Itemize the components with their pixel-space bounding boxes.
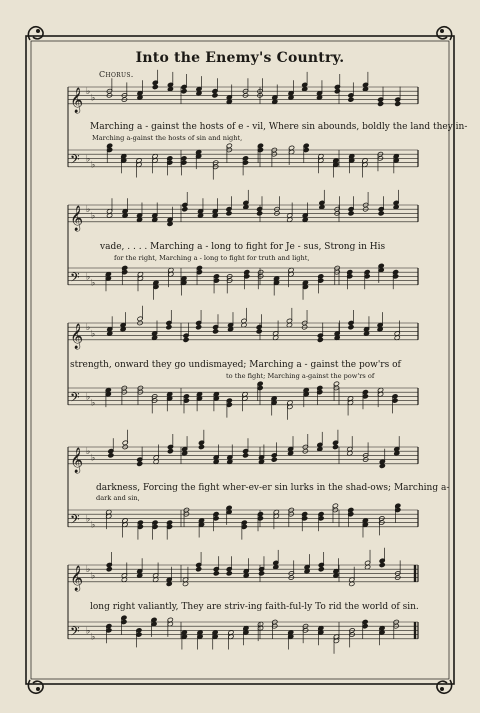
flat-icon: ♭ (86, 272, 91, 283)
flat-icon: ♭ (91, 160, 96, 171)
note-head (242, 453, 248, 458)
lyric-echo-1: Marching a-gainst the hosts of sin and night, (92, 134, 243, 142)
treble-clef-icon: 𝄞 (70, 323, 84, 349)
flat-icon: ♭ (91, 398, 96, 409)
note-head (166, 325, 172, 330)
lyric-line-3: strength, onward they go undismayed; Marching a - gainst the pow'rs of (70, 360, 401, 370)
flat-icon: ♭ (86, 87, 91, 98)
flat-icon: ♭ (86, 154, 91, 165)
flat-icon: ♭ (86, 205, 91, 216)
flat-icon: ♭ (91, 211, 96, 222)
lyric-line-5: long right valiantly, They are striv-ing faith-ful-ly To rid the world of sin. (90, 602, 419, 612)
note-head (378, 101, 384, 106)
bass-clef-icon: 𝄢 (70, 623, 80, 642)
bass-clef-icon: 𝄢 (70, 511, 80, 530)
note-head (317, 337, 323, 342)
flat-icon: ♭ (91, 453, 96, 464)
note-head (256, 329, 262, 334)
note-head (226, 571, 232, 576)
note-head (212, 329, 218, 334)
lyric-line-2: vade, . . . . Marching a - long to fight for Je - sus, Strong in His (100, 242, 386, 252)
bass-clef-icon: 𝄢 (70, 269, 80, 288)
section-label: Chorus. (99, 70, 134, 79)
flat-icon: ♭ (86, 392, 91, 403)
hymn-title: Into the Enemy's Country. (135, 50, 345, 66)
flat-icon: ♭ (91, 329, 96, 340)
treble-clef-icon: 𝄞 (70, 87, 84, 113)
flat-icon: ♭ (86, 626, 91, 637)
flat-icon: ♭ (86, 447, 91, 458)
flat-icon: ♭ (86, 565, 91, 576)
flat-icon: ♭ (91, 520, 96, 531)
note-head (183, 337, 189, 342)
flat-icon: ♭ (91, 93, 96, 104)
note-head (182, 207, 188, 212)
note-head (226, 211, 232, 216)
lyric-echo-4: dark and sin, (96, 494, 140, 502)
note-head (108, 453, 114, 458)
note-head (348, 211, 354, 216)
lyric-echo-3: to the fight; Marching a-gainst the pow'rs of (226, 372, 375, 380)
lyric-echo-2: for the right, Marching a - long to fight for truth and light, (114, 254, 310, 262)
treble-clef-icon: 𝄞 (70, 447, 84, 473)
note-head (395, 101, 401, 106)
lyric-line-4: darkness, Forcing the fight wher-ev-er sin lurks in the shad-ows; Marching a- (96, 483, 450, 493)
flat-icon: ♭ (91, 632, 96, 643)
note-head (137, 461, 143, 466)
treble-clef-icon: 𝄞 (70, 565, 84, 591)
flat-icon: ♭ (91, 278, 96, 289)
bass-clef-icon: 𝄢 (70, 151, 80, 170)
flat-icon: ♭ (86, 323, 91, 334)
lyric-line-1: Marching a - gainst the hosts of e - vil, Where sin abounds, boldly the land they in- (90, 122, 468, 132)
treble-clef-icon: 𝄞 (70, 205, 84, 231)
flat-icon: ♭ (86, 514, 91, 525)
flat-icon: ♭ (91, 571, 96, 582)
note-head (106, 567, 112, 572)
bass-clef-icon: 𝄢 (70, 389, 80, 408)
note-head (181, 89, 187, 94)
